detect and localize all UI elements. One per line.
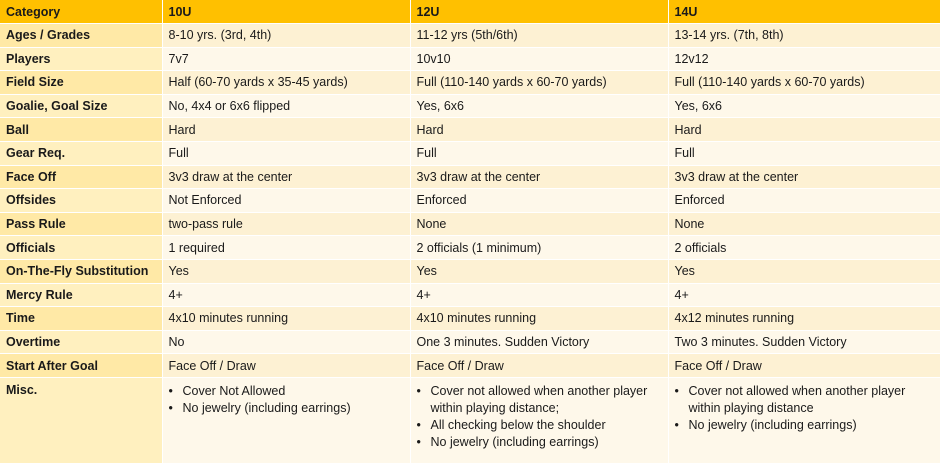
cell-10u: two-pass rule <box>162 212 410 236</box>
cell-10u: Hard <box>162 118 410 142</box>
cell-12u: Full (110-140 yards x 60-70 yards) <box>410 71 668 95</box>
row-category: Face Off <box>0 165 162 189</box>
cell-10u: 8-10 yrs. (3rd, 4th) <box>162 24 410 48</box>
cell-12u: 10v10 <box>410 47 668 71</box>
table-header <box>0 0 940 24</box>
bullet-item: • No jewelry (including earrings) <box>183 400 404 417</box>
row-category: Time <box>0 307 162 331</box>
header-14u: 14U <box>668 0 940 24</box>
cell-12u: Enforced <box>410 189 668 213</box>
row-category: Ball <box>0 118 162 142</box>
bullet-item: • All checking below the shoulder <box>431 417 662 434</box>
table-row <box>0 236 940 260</box>
cell-12u: Full <box>410 141 668 165</box>
cell-12u: Yes, 6x6 <box>410 94 668 118</box>
row-category: Pass Rule <box>0 212 162 236</box>
row-category: Mercy Rule <box>0 283 162 307</box>
table-row <box>0 47 940 71</box>
cell-14u: 13-14 yrs. (7th, 8th) <box>668 24 940 48</box>
bullet-list-14u <box>675 383 934 434</box>
table-row <box>0 330 940 354</box>
cell-12u: 2 officials (1 minimum) <box>410 236 668 260</box>
cell-10u: 4x10 minutes running <box>162 307 410 331</box>
cell-12u: Face Off / Draw <box>410 354 668 378</box>
misc-cell-10u <box>162 377 410 463</box>
bullet-item: • No jewelry (including earrings) <box>431 434 662 451</box>
cell-12u: 4x10 minutes running <box>410 307 668 331</box>
row-category: Field Size <box>0 71 162 95</box>
row-category: Officials <box>0 236 162 260</box>
bullet-item: • No jewelry (including earrings) <box>689 417 934 434</box>
cell-10u: No <box>162 330 410 354</box>
table-row <box>0 118 940 142</box>
cell-14u: Hard <box>668 118 940 142</box>
cell-14u: 4+ <box>668 283 940 307</box>
cell-14u: Yes, 6x6 <box>668 94 940 118</box>
table-row <box>0 24 940 48</box>
row-category-misc: Misc. <box>0 377 162 463</box>
row-category: Ages / Grades <box>0 24 162 48</box>
table-row <box>0 354 940 378</box>
table-row <box>0 212 940 236</box>
cell-14u: Full (110-140 yards x 60-70 yards) <box>668 71 940 95</box>
cell-10u: 1 required <box>162 236 410 260</box>
cell-14u: 4x12 minutes running <box>668 307 940 331</box>
header-12u: 12U <box>410 0 668 24</box>
cell-12u: None <box>410 212 668 236</box>
header-row <box>0 0 940 24</box>
header-category: Category <box>0 0 162 24</box>
table-row <box>0 259 940 283</box>
cell-10u: Full <box>162 141 410 165</box>
row-category: Offsides <box>0 189 162 213</box>
cell-10u: Half (60-70 yards x 35-45 yards) <box>162 71 410 95</box>
bullet-item: • Cover not allowed when another player within playing distance; <box>431 383 662 417</box>
bullet-item: • Cover Not Allowed <box>183 383 404 400</box>
bullet-list-10u <box>169 383 404 417</box>
cell-12u: Yes <box>410 259 668 283</box>
table-row <box>0 71 940 95</box>
table-row <box>0 94 940 118</box>
cell-14u: Full <box>668 141 940 165</box>
cell-12u: One 3 minutes. Sudden Victory <box>410 330 668 354</box>
table-row <box>0 165 940 189</box>
row-category: Goalie, Goal Size <box>0 94 162 118</box>
cell-12u: 11-12 yrs (5th/6th) <box>410 24 668 48</box>
cell-14u: Face Off / Draw <box>668 354 940 378</box>
table-row-misc <box>0 377 940 463</box>
table-row <box>0 189 940 213</box>
cell-14u: 12v12 <box>668 47 940 71</box>
bullet-item: • Cover not allowed when another player within playing distance <box>689 383 934 417</box>
cell-10u: 7v7 <box>162 47 410 71</box>
row-category: Start After Goal <box>0 354 162 378</box>
cell-12u: 3v3 draw at the center <box>410 165 668 189</box>
cell-12u: 4+ <box>410 283 668 307</box>
misc-cell-12u <box>410 377 668 463</box>
row-category: On-The-Fly Substitution <box>0 259 162 283</box>
cell-12u: Hard <box>410 118 668 142</box>
cell-10u: 3v3 draw at the center <box>162 165 410 189</box>
row-category: Gear Req. <box>0 141 162 165</box>
cell-10u: 4+ <box>162 283 410 307</box>
cell-14u: None <box>668 212 940 236</box>
header-10u: 10U <box>162 0 410 24</box>
cell-14u: 3v3 draw at the center <box>668 165 940 189</box>
cell-14u: Two 3 minutes. Sudden Victory <box>668 330 940 354</box>
cell-10u: Yes <box>162 259 410 283</box>
row-category: Players <box>0 47 162 71</box>
bullet-list-12u <box>417 383 662 451</box>
cell-10u: Not Enforced <box>162 189 410 213</box>
table-row <box>0 283 940 307</box>
cell-10u: Face Off / Draw <box>162 354 410 378</box>
cell-14u: Yes <box>668 259 940 283</box>
table-row <box>0 141 940 165</box>
cell-10u: No, 4x4 or 6x6 flipped <box>162 94 410 118</box>
cell-14u: 2 officials <box>668 236 940 260</box>
table-row <box>0 307 940 331</box>
misc-cell-14u <box>668 377 940 463</box>
cell-14u: Enforced <box>668 189 940 213</box>
table-body <box>0 24 940 464</box>
row-category: Overtime <box>0 330 162 354</box>
